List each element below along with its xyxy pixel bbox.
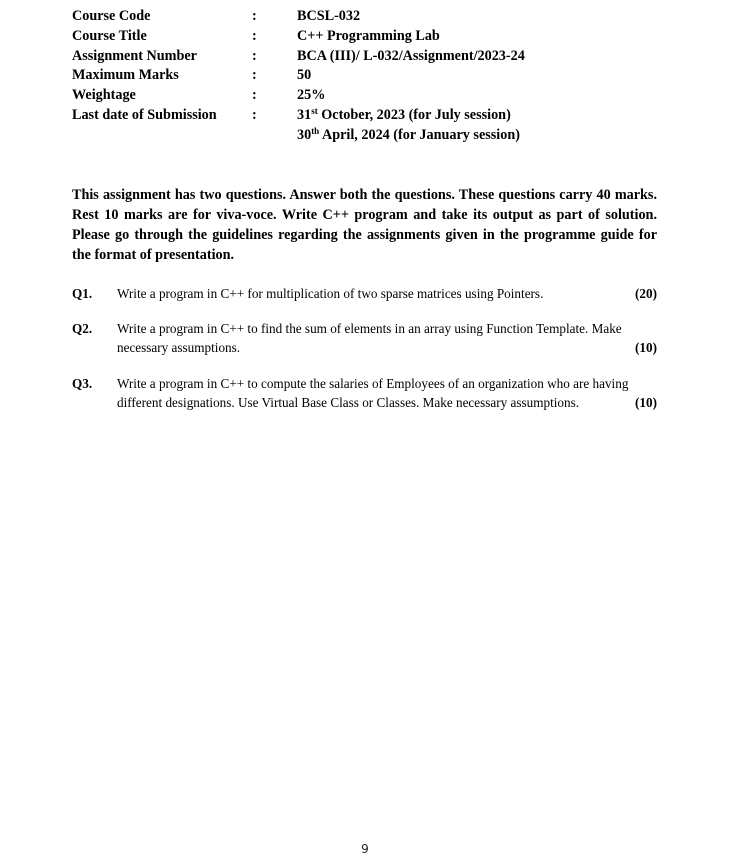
course-code-value: BCSL-032 xyxy=(297,8,361,24)
question-3 xyxy=(72,375,657,412)
question-1 xyxy=(72,285,657,304)
page-number: 9 xyxy=(361,842,369,856)
question-number: Q1. xyxy=(72,286,93,301)
date-rest: October, 2023 (for July session) xyxy=(317,106,511,123)
date-day: 31 xyxy=(297,106,312,123)
date-suffix: th xyxy=(311,125,320,136)
separator: : xyxy=(252,67,257,84)
weightage-label: Weightage xyxy=(72,87,136,104)
submission-date-label: Last date of Submission xyxy=(72,106,217,123)
question-marks: (10) xyxy=(635,339,657,355)
question-text-wrap xyxy=(117,375,657,412)
date-suffix: st xyxy=(311,105,318,116)
question-text: Write a program in C++ to find the sum of elements in an array using Function Template. Make necessary assumptions. xyxy=(117,321,622,355)
date-day: 30 xyxy=(297,126,312,143)
weightage-value: 25% xyxy=(297,87,326,104)
question-text-wrap xyxy=(117,320,657,357)
course-title-label: Course Title xyxy=(72,27,147,44)
question-text: Write a program in C++ to compute the salaries of Employees of an organization who are having different designations. Use Virtual Base Class or Classes. Make necessary assumptions. xyxy=(117,376,629,410)
course-code-label: Course Code xyxy=(72,8,151,24)
separator: : xyxy=(252,87,257,104)
instructions-paragraph: This assignment has two questions. Answer both the questions. These questions carry 40 marks. Rest 10 marks are for viva-voce. Write C++ program and take its output as part of solution. Please go through the guidelines regarding the assignments given in the programme guide for the format of presentation. xyxy=(72,187,657,263)
separator: : xyxy=(252,8,257,24)
assignment-number-value: BCA (III)/ L-032/Assignment/2023-24 xyxy=(297,47,525,64)
separator: : xyxy=(252,47,257,64)
question-2 xyxy=(72,320,657,357)
maximum-marks-value: 50 xyxy=(297,67,312,84)
question-text: Write a program in C++ for multiplication of two sparse matrices using Pointers. xyxy=(117,286,544,301)
question-text-wrap xyxy=(117,285,657,304)
assignment-number-label: Assignment Number xyxy=(72,47,197,64)
separator: : xyxy=(252,106,257,123)
submission-date-january xyxy=(297,126,520,146)
maximum-marks-label: Maximum Marks xyxy=(72,67,179,84)
submission-date-july xyxy=(297,106,511,126)
course-title-value: C++ Programming Lab xyxy=(297,27,440,44)
question-number: Q3. xyxy=(72,376,93,391)
question-marks: (20) xyxy=(635,286,657,301)
question-number: Q2. xyxy=(72,321,93,336)
question-marks: (10) xyxy=(635,394,657,410)
separator: : xyxy=(252,27,257,44)
date-rest: April, 2024 (for January session) xyxy=(319,126,520,143)
